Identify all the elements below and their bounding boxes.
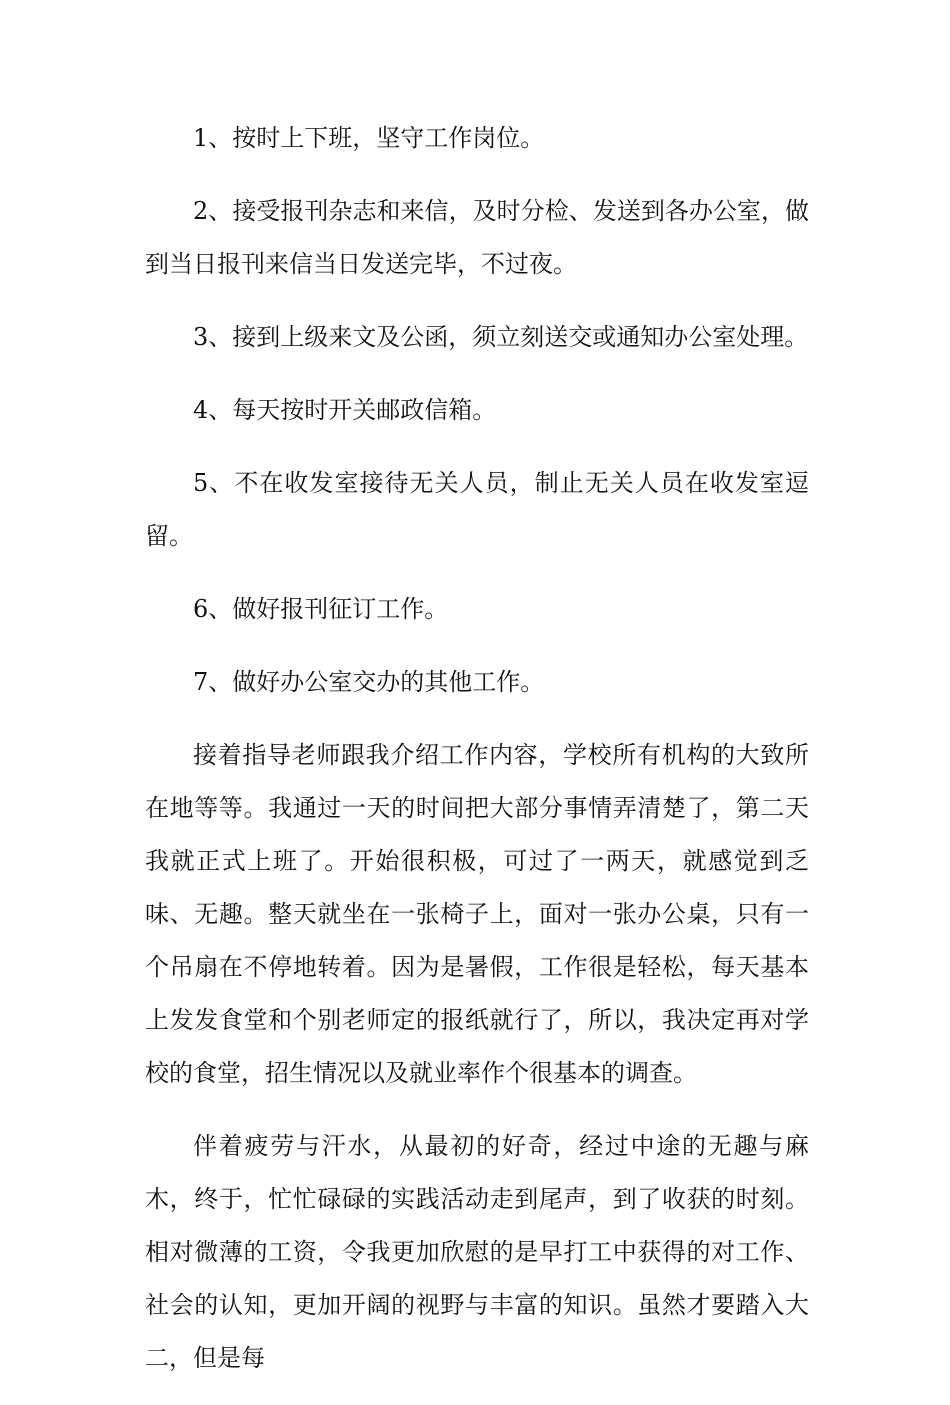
- rule-item-2: 2、接受报刊杂志和来信，及时分检、发送到各办公室，做到当日报刊来信当日发送完毕，不过夜。: [145, 197, 809, 278]
- rule-item-5: 5、不在收发室接待无关人员，制止无关人员在收发室逗留。: [145, 469, 809, 550]
- body-paragraph-2: 伴着疲劳与汗水，从最初的好奇，经过中途的无趣与麻木，终于，忙忙碌碌的实践活动走到尾声，到了收获的时刻。相对微薄的工资，令我更加欣慰的是早打工中获得的对工作、社会的认知，更加开阔的视野与丰富的知识。虽然才要踏入大二，但是每: [145, 1132, 809, 1372]
- rule-item-6: 6、做好报刊征订工作。: [193, 595, 449, 623]
- rule-item-3: 3、接到上级来文及公函，须立刻送交或通知办公室处理。: [193, 323, 809, 351]
- rule-item-7: 7、做好办公室交办的其他工作。: [193, 668, 545, 696]
- document-body: [145, 112, 809, 1405]
- rule-item-1: 1、按时上下班，坚守工作岗位。: [193, 124, 545, 152]
- rule-item-4: 4、每天按时开关邮政信箱。: [193, 396, 497, 424]
- body-paragraph-1: 接着指导老师跟我介绍工作内容，学校所有机构的大致所在地等等。我通过一天的时间把大部分事情弄清楚了，第二天我就正式上班了。开始很积极，可过了一两天，就感觉到乏味、无趣。整天就坐在一张椅子上，面对一张办公桌，只有一个吊扇在不停地转着。因为是暑假，工作很是轻松，每天基本上发发食堂和个别老师定的报纸就行了，所以，我决定再对学校的食堂，招生情况以及就业率作个很基本的调查。: [145, 741, 809, 1087]
